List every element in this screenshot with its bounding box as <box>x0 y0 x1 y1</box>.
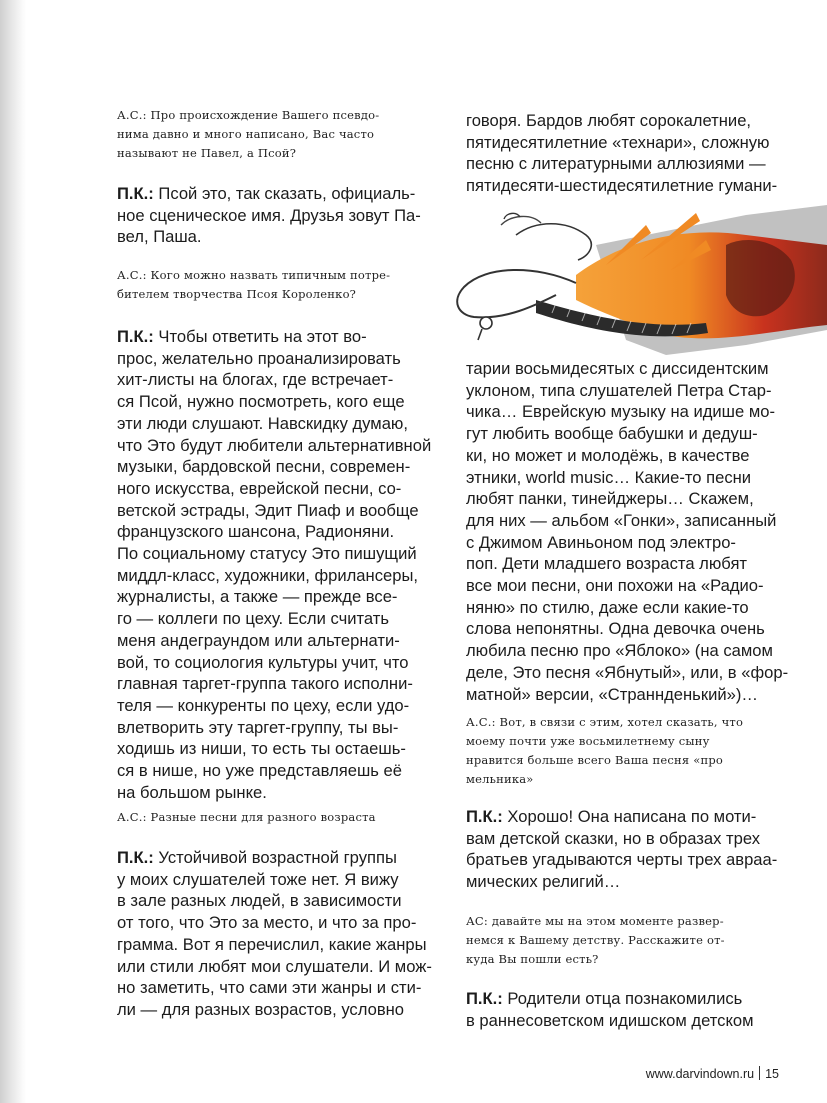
text-line: вам детской сказки, но в образах трех <box>466 828 760 848</box>
speaker-label: П.К.: <box>117 327 154 346</box>
speaker-label: П.К.: <box>466 989 503 1008</box>
text-line: мических религий… <box>466 872 621 892</box>
text-line: По социальному статусу Это пишущий <box>117 544 417 564</box>
text-line: А.С.: Кого можно назвать типичным потре- <box>117 268 391 282</box>
cable-loop-top-outer <box>501 216 541 225</box>
text-line: вел, Паша. <box>117 227 202 247</box>
text-line: песню с литературными аллюзиями — <box>466 154 766 174</box>
text-line: тарии восьмидесятых с диссидентским <box>466 359 769 378</box>
text-line: пятидесяти-шестидесятилетние гумани- <box>466 176 778 196</box>
text-line: влетворить эту таргет-группу, ты вы- <box>117 717 399 737</box>
text-line: любят панки, тинейджеры… Скажем, <box>466 489 754 509</box>
text-line: слова непонятны. Одна девочка очень <box>466 619 765 639</box>
text-line: немся к Вашему детству. Расскажите от- <box>466 933 725 947</box>
answer-3 <box>117 847 437 1021</box>
text-line: А.С.: Про происхождение Вашего псевдо- <box>117 108 380 122</box>
text-line: этники, world music… Какие-то песни <box>466 467 752 487</box>
earbud-stem <box>478 329 482 340</box>
page-gutter-shadow <box>0 0 26 1103</box>
text-line: моему почти уже восьмилетнему сыну <box>466 734 710 748</box>
text-line: братьев угадываются черты трех авраа- <box>466 850 778 870</box>
speaker-label: П.К.: <box>117 848 154 867</box>
page-footer <box>646 1066 779 1081</box>
answer-4 <box>466 806 786 893</box>
earbud-icon <box>480 317 492 329</box>
site-url: www.darvindown.ru <box>645 1067 755 1081</box>
answer-3-continued <box>466 110 786 197</box>
text-line: любила песню про «Яблоко» (на самом <box>466 641 773 661</box>
text-line: прос, желательно проанализировать <box>117 348 401 368</box>
text-line: ся Псой, нужно посмотреть, кого еще <box>117 392 405 412</box>
text-line: уклоном, типа слушателей Петра Стар- <box>466 380 772 400</box>
question-5 <box>466 912 776 969</box>
text-line: деле, Это песня «Ябнутый», или, в «фор- <box>466 662 789 682</box>
text-line: главная таргет-группа такого исполни- <box>117 674 413 694</box>
text-line: Устойчивой возрастной группы <box>153 848 397 867</box>
text-line: Родители отца познакомились <box>502 989 743 1008</box>
text-line: ного искусства, еврейской песни, со- <box>117 478 402 498</box>
question-2 <box>117 266 427 304</box>
answer-5 <box>466 988 786 1031</box>
text-line: куда Вы пошли есть? <box>466 952 599 966</box>
text-line: бителем творчества Псоя Короленко? <box>117 287 357 301</box>
text-line: А.С.: Вот, в связи с этим, хотел сказать, что <box>466 715 744 729</box>
text-line: у моих слушателей тоже нет. Я вижу <box>117 869 399 889</box>
text-line: теля — конкуренты по цеху, если удо- <box>117 695 410 715</box>
text-line: или стили любят мои слушатели. И мож- <box>117 956 432 976</box>
headphones-ribbon-illustration <box>446 205 827 355</box>
text-line: с Джимом Авиньоном под электро- <box>466 532 736 552</box>
text-line: ное сценическое имя. Друзья зовут Па- <box>117 205 421 225</box>
text-line: журналисты, а также — прежде все- <box>117 587 398 607</box>
text-line: называют не Павел, а Псой? <box>117 146 297 160</box>
text-line: миддл-класс, художники, фрилансеры, <box>117 565 418 585</box>
speaker-label: П.К.: <box>466 807 503 826</box>
text-line: Псой это, так сказать, официаль- <box>153 184 416 203</box>
text-line: вой, то социология культуры учит, что <box>117 652 409 672</box>
text-line: все мои песни, они похожи на «Радио- <box>466 576 764 596</box>
text-line: А.С.: Разные песни для разного возраста <box>117 810 376 824</box>
footer-separator <box>759 1066 760 1080</box>
question-1 <box>117 106 427 163</box>
text-line: АС: давайте мы на этом моменте развер- <box>466 914 724 928</box>
text-line: ходишь из ниши, то есть ты остаешь- <box>117 739 406 759</box>
text-line: гут любить вообще бабушки и дедуш- <box>466 424 758 444</box>
text-line: хит-листы на блогах, где встречает- <box>117 370 394 390</box>
text-line: ки, но может и молодёжь, в качестве <box>466 445 750 465</box>
text-line: нравится больше всего Ваша песня «про <box>466 753 724 767</box>
text-line: в зале разных людей, в зависимости <box>117 891 402 911</box>
speaker-label: П.К.: <box>117 184 154 203</box>
question-3 <box>117 808 427 827</box>
text-line: ли — для разных возрастов, условно <box>117 999 405 1019</box>
text-line: что Это будут любители альтернативной <box>117 435 432 455</box>
answer-1 <box>117 183 437 248</box>
text-line: эти люди слушают. Навскидку думаю, <box>117 413 408 433</box>
answer-3-continued-2 <box>466 358 789 705</box>
text-line: матной» версии, «Страннденький»)… <box>466 684 758 704</box>
cable-loop-top <box>516 224 591 260</box>
text-line: грамма. Вот я перечислил, какие жанры <box>117 934 427 954</box>
text-line: но заметить, что сами эти жанры и сти- <box>117 978 422 998</box>
text-line: поп. Дети младшего возраста любят <box>466 554 748 574</box>
text-line: французского шансона, Радионяни. <box>117 522 395 542</box>
text-line: в раннесоветском идишском детском <box>466 1010 754 1030</box>
text-line: Чтобы ответить на этот во- <box>153 327 367 346</box>
text-line: няню» по стилю, даже если какие-то <box>466 597 749 617</box>
answer-2 <box>117 326 437 803</box>
text-line: для них — альбом «Гонки», записанный <box>466 510 777 530</box>
text-line: на большом рынке. <box>117 782 267 802</box>
text-line: мельника» <box>466 772 534 786</box>
page-number: 15 <box>765 1067 779 1081</box>
text-line: ветской эстрады, Эдит Пиаф и вообще <box>117 500 419 520</box>
text-line: нима давно и много написано, Вас часто <box>117 127 375 141</box>
text-line: Хорошо! Она написана по моти- <box>502 807 757 826</box>
question-4 <box>466 713 776 789</box>
text-line: меня андеграундом или альтернати- <box>117 630 400 650</box>
text-line: ся в нише, но уже представляешь её <box>117 761 402 781</box>
text-line: го — коллеги по цеху. Если считать <box>117 609 390 629</box>
text-line: говоря. Бардов любят сорокалетние, <box>466 111 752 130</box>
text-line: чика… Еврейскую музыку на идише мо- <box>466 402 775 422</box>
text-line: пятидесятилетние «технари», сложную <box>466 132 770 152</box>
text-line: от того, что Это за место, и что за про- <box>117 913 417 933</box>
text-line: музыки, бардовской песни, современ- <box>117 457 411 477</box>
